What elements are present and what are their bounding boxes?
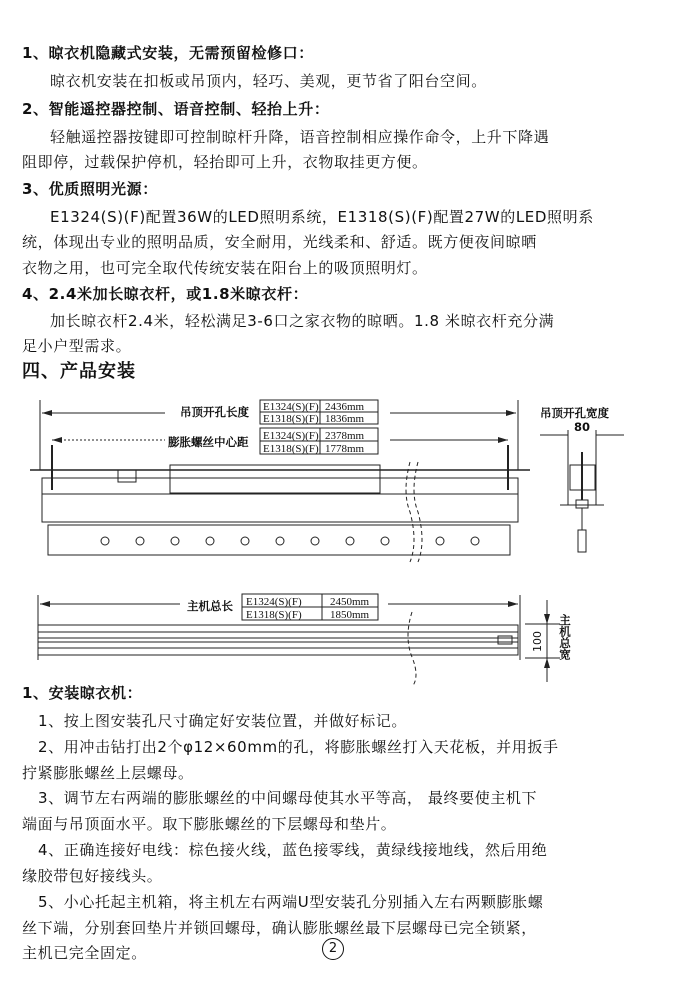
bolt-distance-value: 1778mm — [325, 443, 365, 455]
feature-2-heading: 2、智能遥控器控制、语音控制、轻抬上升： — [22, 100, 330, 118]
hole-length-model: E1318(S)(F) — [263, 413, 319, 425]
step-line: 缘胶带包好接线头。 — [22, 867, 163, 885]
hole-width-value: 80 — [574, 420, 591, 434]
feature-4-text: 足小户型需求。 — [22, 337, 132, 355]
total-width-value: 100 — [531, 631, 544, 652]
rod-hole — [241, 537, 249, 545]
total-length-value: 2450mm — [330, 596, 370, 608]
feature-3-heading: 3、优质照明光源： — [22, 180, 158, 198]
feature-1-heading: 1、晾衣机隐藏式安装，无需预留检修口： — [22, 44, 314, 62]
step-line: 丝下端，分别套回垫片并锁回螺母，确认膨胀螺丝最下层螺母已完全锁紧， — [22, 919, 537, 937]
feature-2-text: 轻触遥控器按键即可控制晾杆升降，语音控制相应操作命令，上升下降遇 — [50, 128, 550, 146]
hole-length-value: 1836mm — [325, 413, 365, 425]
step-line: 2、用冲击钻打出2个φ12×60mm的孔，将膨胀螺丝打入天花板，并用扳手 — [38, 738, 559, 756]
main-unit-dimension-diagram — [0, 590, 682, 685]
step-line: 拧紧膨胀螺丝上层螺母。 — [22, 764, 194, 782]
hole-length-value: 2436mm — [325, 401, 365, 413]
rod-hole — [276, 537, 284, 545]
install-title: 四、产品安装 — [22, 361, 136, 382]
feature-2-text: 阻即停，过载保护停机，轻抬即可上升，衣物取挂更方便。 — [22, 153, 428, 171]
feature-1-text: 晾衣机安装在扣板或吊顶内，轻巧、美观，更节省了阳台空间。 — [50, 72, 487, 90]
rod-hole — [311, 537, 319, 545]
rod-hole — [101, 537, 109, 545]
bolt-distance-label: 膨胀螺丝中心距 — [168, 435, 249, 449]
total-width-label: 主机总宽 — [558, 614, 572, 660]
total-length-model: E1318(S)(F) — [246, 609, 302, 621]
hole-length-model: E1324(S)(F) — [263, 401, 319, 413]
feature-3-text: 统，体现出专业的照明品质，安全耐用，光线柔和、舒适。既方便夜间晾晒 — [22, 233, 537, 251]
feature-3-text: E1324(S)(F)配置36W的LED照明系统，E1318(S)(F)配置27W的LED照明系 — [50, 208, 594, 226]
feature-3-text: 衣物之用，也可完全取代传统安装在阳台上的吸顶照明灯。 — [22, 259, 428, 277]
rod-hole — [206, 537, 214, 545]
hole-width-label: 吊顶开孔宽度 — [540, 406, 609, 420]
rod-hole — [136, 537, 144, 545]
rod-hole — [346, 537, 354, 545]
install-dimension-diagram — [0, 390, 682, 590]
bolt-distance-model: E1324(S)(F) — [263, 430, 319, 442]
step-line: 5、小心托起主机箱，将主机左右两端U型安装孔分别插入左右两颗膨胀螺 — [38, 893, 544, 911]
rod-hole — [381, 537, 389, 545]
total-length-model: E1324(S)(F) — [246, 596, 302, 608]
feature-4-heading: 4、2.4米加长晾衣杆，或1.8米晾衣杆： — [22, 285, 309, 303]
step-line: 4、正确连接好电线：棕色接火线，蓝色接零线，黄绿线接地线，然后用绝 — [38, 841, 548, 859]
step-line: 3、调节左右两端的膨胀螺丝的中间螺母使其水平等高， 最终要使主机下 — [38, 789, 538, 807]
bolt-distance-model: E1318(S)(F) — [263, 443, 319, 455]
step-line: 1、按上图安装孔尺寸确定好安装位置，并做好标记。 — [38, 712, 407, 730]
steps-heading: 1、安装晾衣机： — [22, 684, 143, 702]
step-line: 主机已完全固定。 — [22, 944, 147, 962]
page-number: 2 — [322, 938, 344, 960]
hole-length-label: 吊顶开孔长度 — [180, 405, 249, 419]
step-line: 端面与吊顶面水平。取下膨胀螺丝的下层螺母和垫片。 — [22, 815, 397, 833]
feature-4-text: 加长晾衣杆2.4米，轻松满足3-6口之家衣物的晾晒。1.8 米晾衣杆充分满 — [50, 312, 555, 330]
rod-hole — [471, 537, 479, 545]
bolt-distance-value: 2378mm — [325, 430, 365, 442]
rod-hole — [436, 537, 444, 545]
rod-hole — [171, 537, 179, 545]
total-length-label: 主机总长 — [187, 599, 233, 613]
total-length-value: 1850mm — [330, 609, 370, 621]
